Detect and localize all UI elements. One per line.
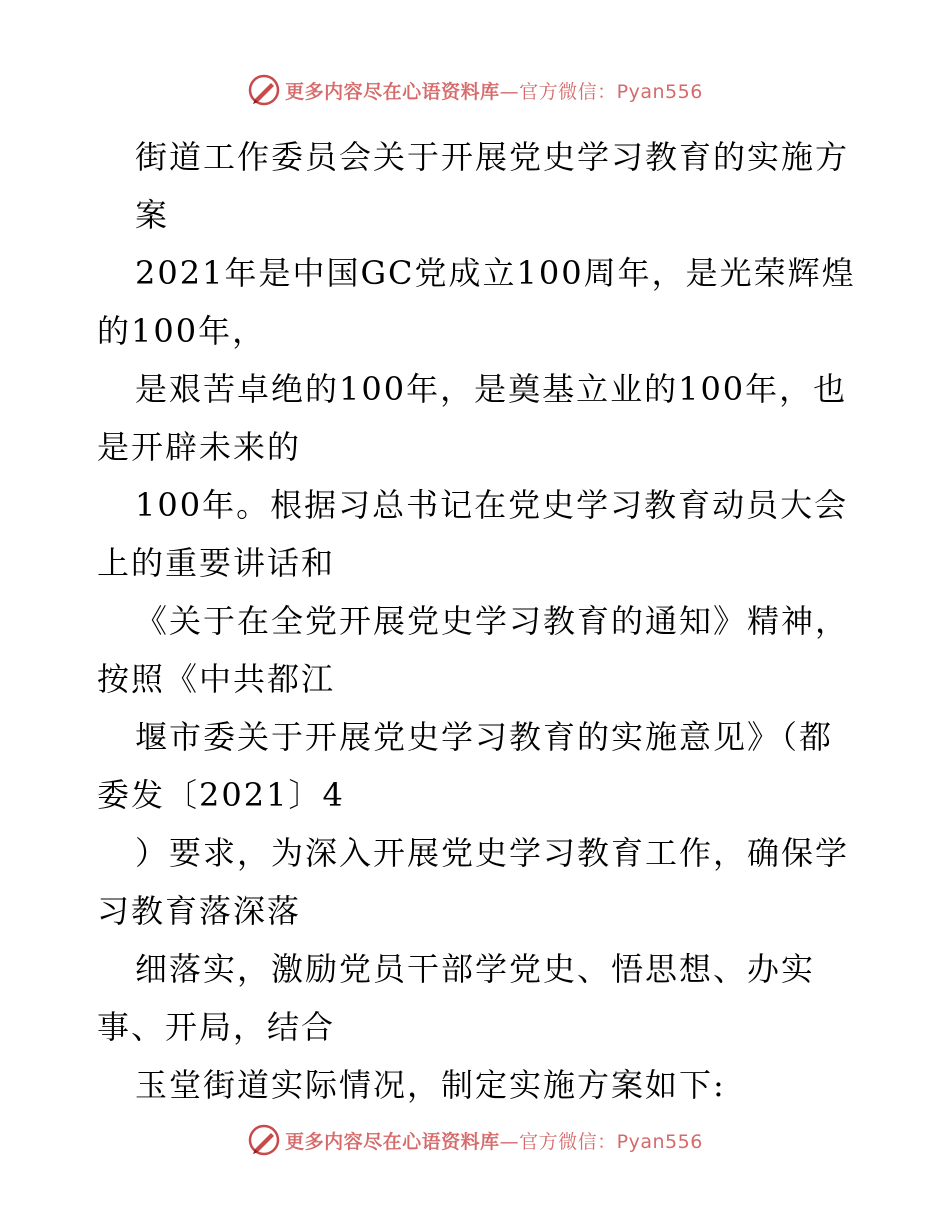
banner-wechat-text: 官方微信：Pyan556: [519, 80, 703, 103]
body-line: 委发〔2021〕4: [97, 776, 345, 814]
body-line: 玉堂街道实际情况，制定实施方案如下:: [135, 1066, 726, 1104]
footer-watermark-banner: [0, 1120, 950, 1160]
body-line: 100年。根据习总书记在党史学习教育动员大会: [135, 486, 849, 524]
title-line-2: 案: [135, 196, 170, 234]
body-line: 的100年，: [97, 312, 267, 350]
body-line: 堰市委关于开展党史学习教育的实施意见》（都: [135, 718, 834, 756]
pen-logo-icon: [247, 1123, 281, 1157]
body-line: 2021年是中国GC党成立100周年，是光荣辉煌: [135, 254, 856, 292]
banner-separator: —: [499, 1130, 520, 1153]
body-line: 是开辟未来的: [97, 428, 302, 466]
banner-text: [285, 77, 703, 104]
body-line: 《关于在全党开展党史学习教育的通知》精神，: [135, 602, 850, 640]
body-line: 按照《中共都江: [97, 660, 336, 698]
banner-wechat-text: 官方微信：Pyan556: [519, 1130, 703, 1153]
body-line: 是艰苦卓绝的100年，是奠基立业的100年，也: [135, 370, 848, 408]
header-watermark-banner: [0, 70, 950, 110]
body-line: 上的重要讲话和: [97, 544, 336, 582]
body-line: 事、开局，结合: [97, 1008, 336, 1046]
body-line: 细落实，激励党员干部学党史、悟思想、办实: [135, 950, 816, 988]
banner-separator: —: [499, 80, 520, 103]
body-line: 习教育落深落: [97, 892, 302, 930]
pen-logo-icon: [247, 73, 281, 107]
title-line-1: 街道工作委员会关于开展党史学习教育的实施方: [135, 138, 850, 176]
banner-main-text: 更多内容尽在心语资料库: [285, 1130, 500, 1153]
body-line: ）要求，为深入开展党史学习教育工作，确保学: [135, 834, 850, 872]
document-body: [97, 128, 857, 1114]
banner-text: [285, 1127, 703, 1154]
banner-main-text: 更多内容尽在心语资料库: [285, 80, 500, 103]
